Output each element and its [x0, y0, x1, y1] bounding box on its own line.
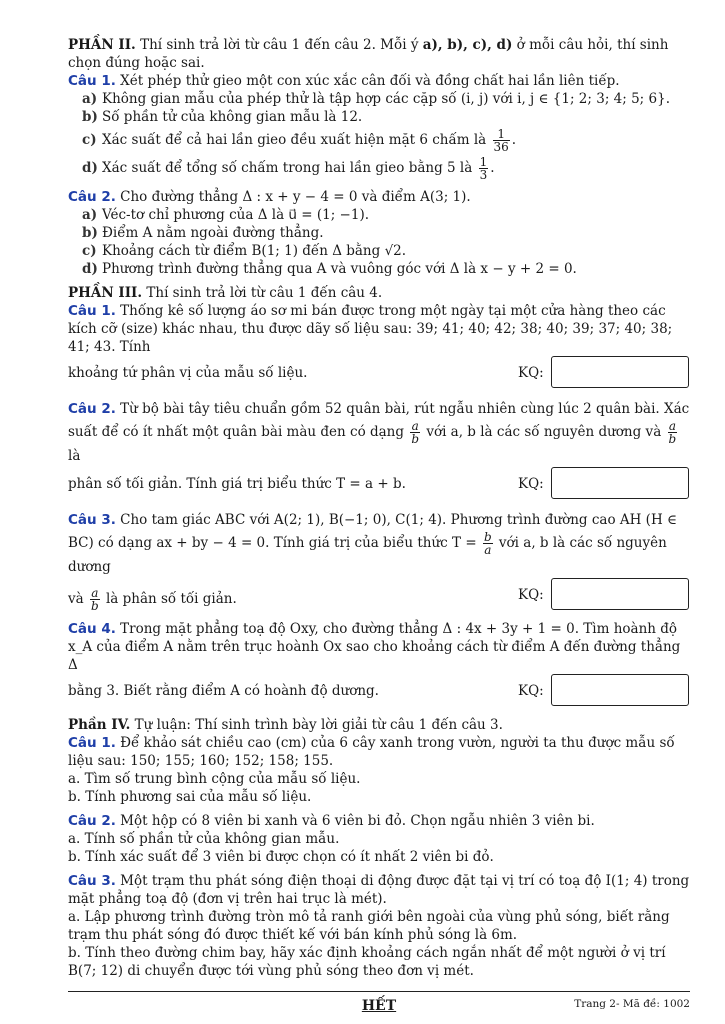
- part2-q2: [68, 188, 690, 206]
- question-text-end: khoảng tứ phân vị của mẫu số liệu.: [68, 365, 308, 381]
- fraction-denominator: a: [484, 543, 492, 557]
- part2-intro-text: Thí sinh trả lời từ câu 1 đến câu 2. Mỗi ý: [140, 37, 423, 53]
- option-label: c): [82, 132, 97, 148]
- option-a: [68, 206, 690, 224]
- question-label: Câu 3.: [68, 512, 116, 528]
- part4-intro-text: Tự luận: Thí sinh trình bày lời giải từ câu 1 đến câu 3.: [134, 717, 503, 733]
- part2-q1: [68, 72, 690, 90]
- question-text-end: bằng 3. Biết rằng điểm A có hoành độ dương.: [68, 683, 379, 699]
- question-text: Một trạm thu phát sóng điện thoại di động được đặt tại vị trí có toạ độ I(1; 4) trong mặt phẳng toạ độ (đơn vị trên hai trục là mét).: [68, 873, 690, 907]
- answer-label: KQ:: [518, 683, 544, 699]
- option-c: [68, 242, 690, 260]
- part2-intro: [68, 36, 690, 54]
- option-text: Véc-tơ chỉ phương của Δ là u⃗ = (1; −1).: [102, 207, 370, 223]
- answer-row: [68, 356, 690, 392]
- fraction: [668, 420, 678, 445]
- question-text: Để khảo sát chiều cao (cm) của 6 cây xanh trong vườn, người ta thu được mẫu số liệu sau: 150; 155; 160; 152; 158; 155.: [68, 735, 675, 769]
- question-text: và: [68, 591, 84, 607]
- fraction-denominator: b: [668, 432, 677, 446]
- part3-q1: [68, 302, 690, 356]
- option-text: Không gian mẫu của phép thử là tập hợp các cặp số (i, j) với i, j ∈ {1; 2; 3; 4; 5; 6}.: [102, 91, 670, 107]
- question-label: Câu 2.: [68, 813, 116, 829]
- option-label: d): [82, 160, 98, 176]
- part3-intro-text: Thí sinh trả lời từ câu 1 đến câu 4.: [146, 285, 383, 301]
- answer-row: [68, 467, 690, 503]
- option-a: [68, 90, 690, 108]
- exam-page: [68, 36, 690, 1014]
- question-text: Thống kê số lượng áo sơ mi bán được trong một ngày tại một cửa hàng theo các kích cỡ (size) khác nhau, thu được dãy số liệu sau: 39; 41; 40; 42; 38; 40; 39; 37; 40; 38; 41; 43. Tính: [68, 303, 673, 355]
- part3-intro: [68, 284, 690, 302]
- answer-row: [68, 578, 690, 614]
- question-label: Câu 4.: [68, 621, 116, 637]
- option-d: [68, 260, 690, 278]
- option-label: b): [82, 225, 98, 241]
- part4-q1: [68, 734, 690, 770]
- fraction-numerator: a: [411, 419, 419, 433]
- option-text: Điểm A nằm ngoài đường thẳng.: [102, 225, 324, 241]
- question-label: Câu 1.: [68, 303, 116, 319]
- question-label: Câu 1.: [68, 73, 116, 89]
- part3-heading: PHẦN III.: [68, 285, 143, 301]
- answer-label: KQ:: [518, 476, 544, 492]
- question-text: Cho đường thẳng Δ : x + y − 4 = 0 và điểm A(3; 1).: [120, 189, 471, 205]
- question-label: Câu 1.: [68, 735, 116, 751]
- option-label: b): [82, 109, 98, 125]
- option-b: [68, 224, 690, 242]
- part2-intro-line2: chọn đúng hoặc sai.: [68, 55, 205, 71]
- part4-heading: Phần IV.: [68, 717, 131, 733]
- end-mark: HẾT: [361, 998, 397, 1014]
- fraction-denominator: b: [411, 432, 420, 446]
- subquestion-b: b. Tính xác suất để 3 viên bi được chọn có ít nhất 2 viên bi đỏ.: [68, 849, 494, 865]
- question-text: Trong mặt phẳng toạ độ Oxy, cho đường thẳng Δ : 4x + 3y + 1 = 0. Tìm hoành độ x_A của điểm A nằm trên trục hoành Ox sao cho khoảng cách từ điểm A đến đường thẳng Δ: [68, 621, 681, 673]
- option-label: a): [82, 91, 98, 107]
- punctuation: .: [511, 132, 517, 148]
- part4-q2: [68, 812, 690, 830]
- fraction: [410, 420, 420, 445]
- part3-q4: [68, 620, 690, 674]
- question-text: Cho tam giác ABC với A(2; 1), B(−1; 0), C(1; 4). Phương trình đường cao AH (H ∈ BC) có dạng ax + by − 4 = 0. Tính giá trị của biểu thức T =: [68, 512, 678, 551]
- option-text: Số phần tử của không gian mẫu là 12.: [102, 109, 363, 125]
- answer-label: KQ:: [518, 365, 544, 381]
- fraction-numerator: a: [668, 419, 676, 433]
- answer-label: KQ:: [518, 587, 544, 603]
- option-c: [68, 126, 690, 154]
- fraction-denominator: b: [90, 599, 99, 613]
- question-text: Một hộp có 8 viên bi xanh và 6 viên bi đỏ. Chọn ngẫu nhiên 3 viên bi.: [120, 813, 595, 829]
- option-text: Xác suất để cả hai lần gieo đều xuất hiện mặt 6 chấm là: [102, 132, 487, 148]
- fraction-numerator: 1: [493, 128, 510, 141]
- part3-q2: [68, 398, 690, 467]
- fraction: [483, 531, 493, 556]
- subquestion-a: a. Tìm số trung bình cộng của mẫu số liệu.: [68, 771, 361, 787]
- fraction-numerator: b: [483, 530, 492, 544]
- answer-box[interactable]: [551, 674, 689, 706]
- footer-divider: [68, 991, 690, 992]
- fraction: [90, 587, 100, 612]
- subquestion-a: a. Tính số phần tử của không gian mẫu.: [68, 831, 340, 847]
- option-b: [68, 108, 690, 126]
- part4-q3: [68, 872, 690, 908]
- question-label: Câu 2.: [68, 189, 116, 205]
- fraction: [493, 128, 510, 153]
- part2-intro-options: a), b), c), d): [422, 37, 513, 53]
- question-text-end: [68, 587, 237, 612]
- option-label: c): [82, 243, 97, 259]
- part2-heading: PHẦN II.: [68, 37, 136, 53]
- subquestion-a: a. Lập phương trình đường tròn mô tả ranh giới bên ngoài của vùng phủ sóng, biết rằng trạm thu phát sóng đó được thiết kế với bán kính phủ sóng là 6m.: [68, 909, 670, 943]
- page-footer: Trang 2- Mã đề: 1002: [574, 998, 690, 1010]
- question-text: là: [68, 448, 81, 464]
- question-text: với a, b là các số nguyên dương và: [426, 424, 662, 440]
- subquestion-b: b. Tính phương sai của mẫu số liệu.: [68, 789, 312, 805]
- option-text: Xác suất để tổng số chấm trong hai lần gieo bằng 5 là: [102, 160, 473, 176]
- question-label: Câu 2.: [68, 401, 116, 417]
- question-text: Xét phép thử gieo một con xúc xắc cân đối và đồng chất hai lần liên tiếp.: [120, 73, 620, 89]
- answer-row: [68, 674, 690, 710]
- question-text: với a, b là các số nguyên dương: [68, 535, 667, 575]
- part3-q3: [68, 509, 690, 578]
- answer-box[interactable]: [551, 578, 689, 610]
- option-text: Khoảng cách từ điểm B(1; 1) đến Δ bằng √2.: [102, 243, 407, 259]
- question-text: Từ bộ bài tây tiêu chuẩn gồm 52 quân bài, rút ngẫu nhiên cùng lúc 2 quân bài. Xác suất để có ít nhất một quân bài màu đen có dạng: [68, 401, 690, 440]
- question-label: Câu 3.: [68, 873, 116, 889]
- option-text: Phương trình đường thẳng qua A và vuông góc với Δ là x − y + 2 = 0.: [102, 261, 577, 277]
- fraction-denominator: 3: [479, 168, 488, 182]
- fraction-denominator: 36: [493, 140, 509, 154]
- answer-box[interactable]: [551, 467, 689, 499]
- fraction-numerator: a: [91, 586, 99, 600]
- part2-intro-text-2: ở mỗi câu hỏi, thí sinh: [512, 37, 669, 53]
- subquestion-b: b. Tính theo đường chim bay, hãy xác định khoảng cách ngắn nhất để một người ở vị trí B(7; 12) di chuyển được tới vùng phủ sóng theo đơn vị mét.: [68, 945, 666, 979]
- option-label: d): [82, 261, 98, 277]
- option-d: [68, 154, 690, 182]
- fraction-numerator: 1: [479, 155, 488, 169]
- question-text-end: phân số tối giản. Tính giá trị biểu thức T = a + b.: [68, 476, 406, 492]
- answer-box[interactable]: [551, 356, 689, 388]
- option-label: a): [82, 207, 98, 223]
- question-text: là phân số tối giản.: [105, 591, 237, 607]
- part4-intro: [68, 716, 690, 734]
- fraction: [479, 156, 489, 181]
- punctuation: .: [490, 160, 495, 176]
